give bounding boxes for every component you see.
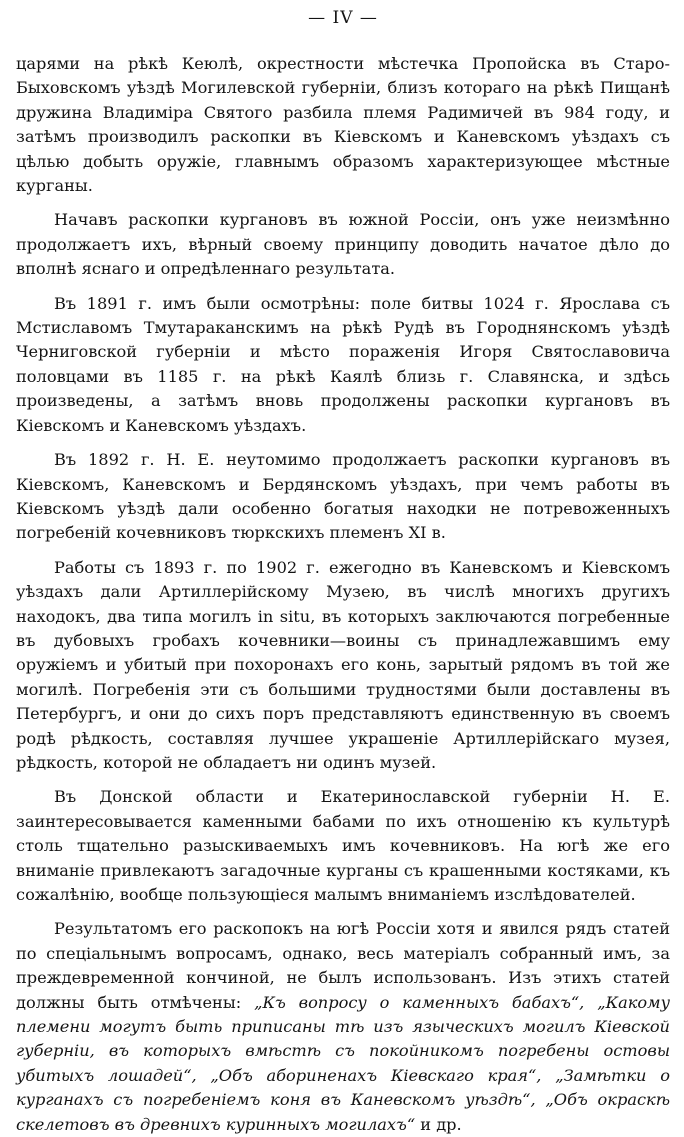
paragraph-7-ending: и др. [415,1114,462,1134]
paragraph-6 [16,785,670,907]
paragraph-6-text: Въ Донской области и Екатеринославской губерніи Н. Е. заинтересовывается каменными бабами по ихъ отношенію къ культурѣ столь тщательно разыскиваемыхъ имъ кочевниковъ. На югѣ же его вниманіе привлекаютъ загадочные курганы съ крашенными костяками, къ сожалѣнію, вообще пользующіеся малымъ вниманіемъ изслѣдователей. [16,787,670,904]
paragraph-4-text: Въ 1892 г. Н. Е. неутомимо продолжаетъ раскопки кургановъ въ Кіевскомъ, Каневскомъ и Бердянскомъ уѣздахъ, при чемъ работы въ Кіевскомъ уѣздѣ дали особенно богатыя находки не потревоженныхъ погребеній кочевниковъ тюркскихъ племенъ XI в. [16,450,670,543]
paragraph-5 [16,556,670,776]
paragraph-5-text: Работы съ 1893 г. по 1902 г. ежегодно въ Каневскомъ и Кіевскомъ уѣздахъ дали Артиллерійскому Музею, въ числѣ многихъ другихъ находокъ, два типа могилъ in situ, въ которыхъ заключаются погребенные въ дубовыхъ гробахъ кочевники—воины съ принадлежавшимъ ему оружіемъ и убитый при похоронахъ его конь, зарытый рядомъ въ той же могилѣ. Погребенія эти съ большими трудностями были доставлены въ Петербургъ, и они до сихъ поръ представляютъ единственную въ своемъ родѣ рѣдкость, составляя лучшее украшеніе Артиллерійскаго музея, рѣдкость, которой не обладаетъ ни одинъ музей. [16,557,670,772]
paragraph-3-text: Въ 1891 г. имъ были осмотрѣны: поле битвы 1024 г. Ярослава съ Мстиславомъ Тмутараканскимъ на рѣкѣ Рудѣ въ Городнянскомъ уѣздѣ Черниговской губерніи и мѣсто пораженія Игоря Святославовича половцами въ 1185 г. на рѣкѣ Каялѣ близь г. Славянска, и здѣсь произведены, а затѣмъ вновь продолжены раскопки кургановъ въ Кіевскомъ и Каневскомъ уѣздахъ. [16,293,670,435]
paragraph-7 [16,917,670,1137]
paragraph-1 [16,52,670,198]
paragraph-4 [16,448,670,546]
paragraph-3 [16,292,670,438]
paragraph-1-text: царями на рѣкѣ Кеюлѣ, окрестности мѣстечка Пропойска въ Старо-Быховскомъ уѣздѣ Могилевской губерніи, близъ котораго на рѣкѣ Пищанѣ дружина Владиміра Святого разбила племя Радимичей въ 984 году, и затѣмъ производилъ раскопки въ Кіевскомъ и Каневскомъ уѣздахъ съ цѣлью добыть оружіе, главнымъ образомъ характеризующее мѣстные курганы. [16,54,670,196]
paragraph-7-text: Результатомъ его раскопокъ на югѣ Россіи хотя и явился рядъ статей по спеціальнымъ вопросамъ, однако, весь матеріалъ собранный имъ, за преждевременной кончиной, не былъ использованъ. Изъ этихъ статей должны быть отмѣчены: [16,919,670,1012]
paragraph-2 [16,208,670,281]
article-titles-italic: „Къ вопросу о каменныхъ бабахъ“, „Какому племени могутъ быть приписаны тѣ изъ языческихъ могилъ Кіевской губерніи, въ которыхъ вмѣстѣ съ покойникомъ погребены остовы убитыхъ лошадей“, „Объ абориненахъ Кіевскаго края“, „Замѣтки о курганахъ съ погребеніемъ коня въ Каневскомъ уѣздѣ“, „Объ окраскѣ скелетовъ въ древнихъ куринныхъ могилахъ“ [16,992,670,1134]
paragraph-2-text: Начавъ раскопки кургановъ въ южной Россіи, онъ уже неизмѣнно продолжаетъ ихъ, вѣрный своему принципу доводить начатое дѣло до вполнѣ яснаго и опредѣленнаго результата. [16,210,670,279]
page-number: — IV — [308,8,378,28]
